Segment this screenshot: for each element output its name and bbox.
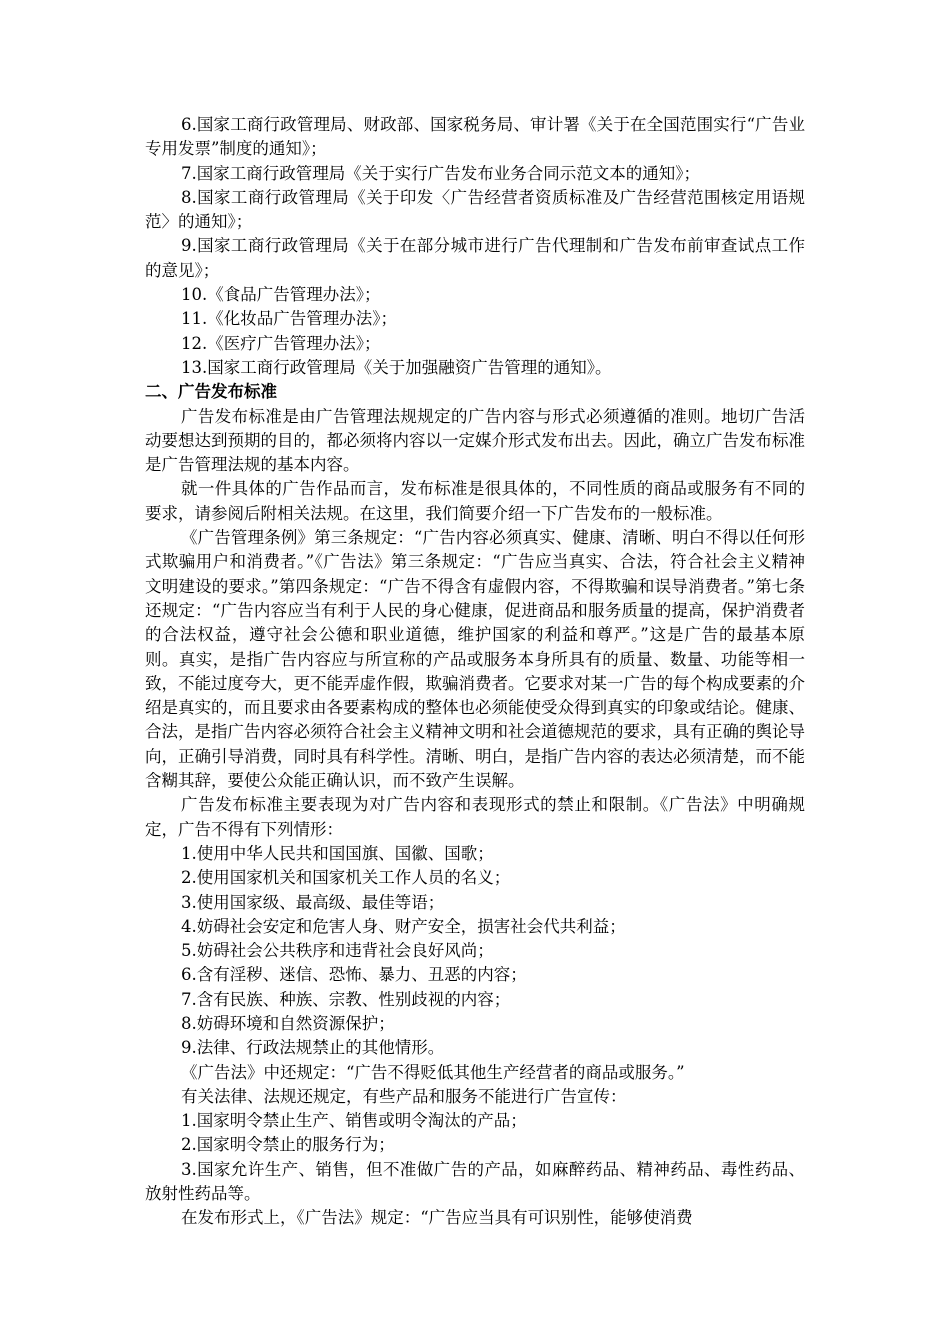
list-item: 6.含有淫秽、迷信、恐怖、暴力、丑恶的内容； bbox=[181, 965, 527, 985]
list-item: 13.国家工商行政管理局《关于加强融资广告管理的通知》。 bbox=[181, 357, 612, 377]
paragraph: 在发布形式上，《广告法》规定：“广告应当具有可识别性，能够使消费 bbox=[181, 1208, 693, 1228]
paragraph: 有关法律、法规还规定，有些产品和服务不能进行广告宣传： bbox=[181, 1086, 627, 1106]
paragraph: 广告发布标准是由广告管理法规规定的广告内容与形式必须遵循的准则。地切广告活动要想达到预期的目的，都必须将内容以一定媒介形式发布出去。因此，确立广告发布标准是广告管理法规的基本内容。 bbox=[145, 406, 805, 475]
paragraph: 《广告法》中还规定：“广告不得贬低其他生产经营者的商品或服务。” bbox=[181, 1062, 685, 1082]
list-item: 10.《食品广告管理办法》； bbox=[181, 285, 381, 305]
paragraph: 广告发布标准主要表现为对广告内容和表现形式的禁止和限制。《广告法》中明确规定，广告不得有下列情形： bbox=[145, 795, 805, 839]
list-item: 2.国家明令禁止的服务行为； bbox=[181, 1135, 395, 1155]
list-item: 3.国家允许生产、销售，但不准做广告的产品，如麻醉药品、精神药品、毒性药品、放射性药品等。 bbox=[145, 1159, 805, 1204]
list-item: 8.妨碍环境和自然资源保护； bbox=[181, 1013, 395, 1033]
list-item: 11.《化妆品广告管理办法》； bbox=[181, 309, 397, 329]
list-item: 3.使用国家级、最高级、最佳等语； bbox=[181, 892, 445, 912]
list-item: 8.国家工商行政管理局《关于印发〈广告经营者资质标准及广告经营范围核定用语规范〉的通知》； bbox=[145, 187, 805, 232]
list-item: 9.国家工商行政管理局《关于在部分城市进行广告代理制和广告发布前审查试点工作的意见》； bbox=[145, 236, 805, 280]
list-item: 4.妨碍社会安定和危害人身、财产安全，损害社会代共利益； bbox=[181, 916, 626, 936]
list-item: 5.妨碍社会公共秩序和违背社会良好风尚； bbox=[181, 941, 494, 961]
paragraph: 《广告管理条例》第三条规定：“广告内容必须真实、健康、清晰、明白不得以任何形式欺骗用户和消费者。”《广告法》第三条规定：“广告应当真实、合法，符合社会主义精神文明建设的要求。”第四条规定：“广告不得含有虚假内容，不得欺骗和误导消费者。”第七条还规定：“广告内容应当有利于人民的身心健康，促进商品和服务质量的提高，保护消费者的合法权益，遵守社会公德和职业道德，维护国家的利益和尊严。”这是广告的最基本原则。真实，是指广告内容应与所宣称的产品或服务本身所具有的质量、数量、功能等相一致，不能过度夸大，更不能弄虚作假，欺骗消费者。它要求对某一广告的每个构成要素的介绍是真实的，而且要求由各要素构成的整体也必须能使受众得到真实的印象或结论。健康、合法，是指广告内容必须符合社会主义精神文明和社会道德规范的要求，具有正确的舆论导向，正确引导消费，同时具有科学性。清晰、明白，是指广告内容的表达必须清楚，而不能含糊其辞，要使公众能正确认识，而不致产生误解。 bbox=[145, 528, 805, 791]
section-heading: 二、广告发布标准 bbox=[145, 382, 277, 402]
list-item: 2.使用国家机关和国家机关工作人员的名义； bbox=[181, 868, 511, 888]
document-page bbox=[145, 113, 805, 1231]
list-item: 12.《医疗广告管理办法》； bbox=[181, 333, 381, 353]
list-item: 9.法律、行政法规禁止的其他情形。 bbox=[181, 1038, 445, 1058]
paragraph: 就一件具体的广告作品而言，发布标准是很具体的，不同性质的商品或服务有不同的要求，请参阅后附相关法规。在这里，我们简要介绍一下广告发布的一般标准。 bbox=[145, 479, 805, 523]
list-item: 1.使用中华人民共和国国旗、国徽、国歌； bbox=[181, 843, 494, 863]
list-item: 1.国家明令禁止生产、销售或明令淘汰的产品； bbox=[181, 1111, 527, 1131]
list-item: 7.含有民族、种族、宗教、性别歧视的内容； bbox=[181, 989, 511, 1009]
list-item: 6.国家工商行政管理局、财政部、国家税务局、审计署《关于在全国范围实行“广告业专用发票”制度的通知》； bbox=[145, 115, 805, 159]
list-item: 7.国家工商行政管理局《关于实行广告发布业务合同示范文本的通知》； bbox=[181, 163, 700, 183]
